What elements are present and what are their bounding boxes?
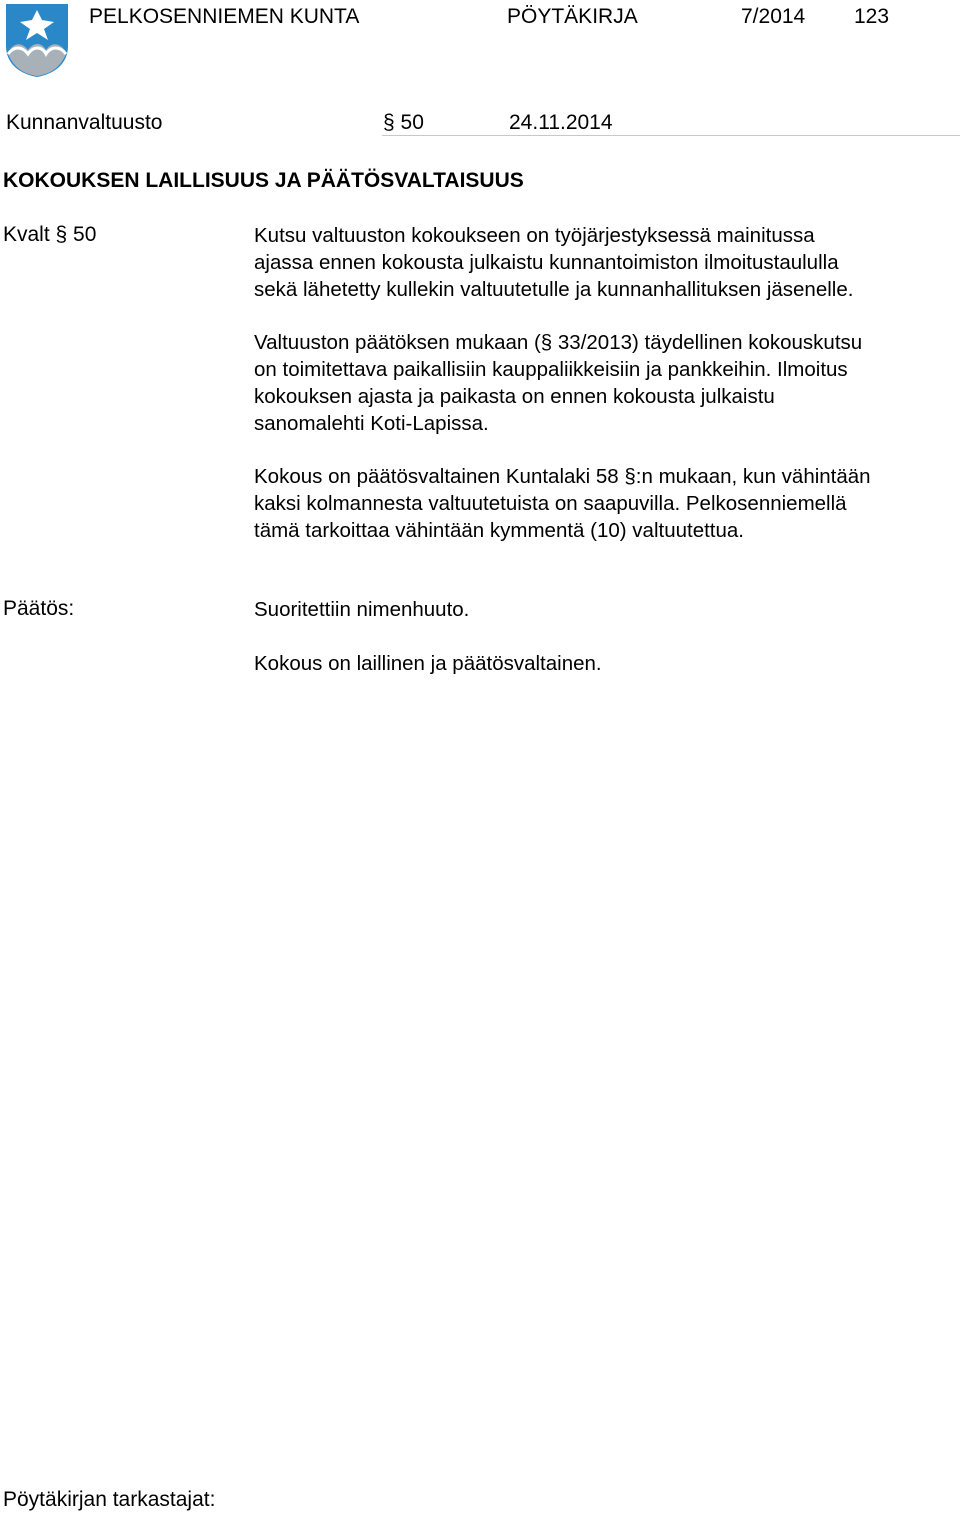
decision-label: Päätös: (3, 597, 75, 620)
municipality-crest-icon (4, 2, 70, 78)
header-rule (382, 135, 960, 136)
meeting-date: 24.11.2014 (509, 111, 613, 134)
paragraph-3 (254, 463, 960, 544)
paragraph-line: kokouksen ajasta ja paikasta on ennen kokousta julkaistu (254, 385, 775, 408)
doc-type: PÖYTÄKIRJA (507, 5, 638, 28)
paragraph-2 (254, 329, 960, 437)
paragraph-line: Valtuuston päätöksen mukaan (§ 33/2013) täydellinen kokouskutsu (254, 331, 863, 354)
org-name: PELKOSENNIEMEN KUNTA (89, 5, 360, 28)
decision-text: Kokous on laillinen ja päätösvaltainen. (254, 652, 602, 675)
paragraph-line: on toimitettava paikallisiin kauppaliikkeisiin ja pankkeihin. Ilmoitus (254, 358, 848, 381)
paragraph-line: sanomalehti Koti-Lapissa. (254, 412, 489, 435)
paragraph-line: sekä lähetetty kullekin valtuutetulle ja kunnanhallituksen jäsenelle. (254, 278, 854, 301)
meeting-section: § 50 (383, 111, 424, 134)
decision-line-2 (254, 650, 960, 677)
paragraph-line: Kokous on päätösvaltainen Kuntalaki 58 §:n mukaan, kun vähintään (254, 465, 871, 488)
paragraph-line: kaksi kolmannesta valtuutetuista on saapuvilla. Pelkosenniemellä (254, 492, 847, 515)
item-ref: Kvalt § 50 (3, 223, 97, 246)
page-number: 123 (854, 5, 890, 28)
paragraph-line: Kutsu valtuuston kokoukseen on työjärjestyksessä mainitussa (254, 224, 815, 247)
reviewers-label: Pöytäkirjan tarkastajat: (3, 1488, 216, 1511)
item-title: KOKOUKSEN LAILLISUUS JA PÄÄTÖSVALTAISUUS (3, 169, 524, 192)
decision-text: Suoritettiin nimenhuuto. (254, 598, 470, 621)
doc-number: 7/2014 (741, 5, 806, 28)
paragraph-1 (254, 222, 960, 303)
paragraph-line: ajassa ennen kokousta julkaistu kunnantoimiston ilmoitustaululla (254, 251, 839, 274)
paragraph-line: tämä tarkoittaa vähintään kymmentä (10) valtuutettua. (254, 519, 744, 542)
decision-line-1 (254, 596, 960, 623)
meeting-body: Kunnanvaltuusto (6, 111, 163, 134)
